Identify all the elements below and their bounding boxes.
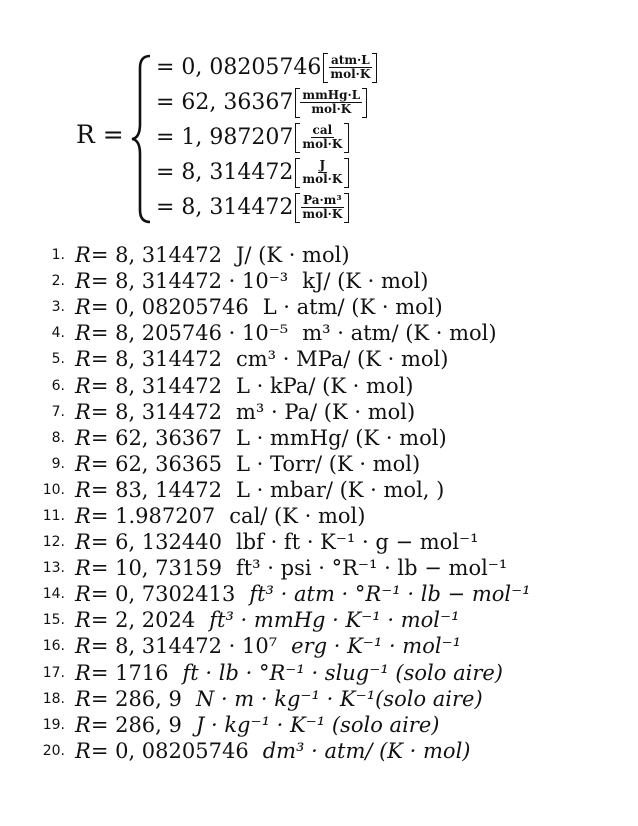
equation-value: = 6, 132440 bbox=[90, 530, 222, 555]
equation-unit: L · atm/ (K · mol) bbox=[262, 295, 443, 320]
equation-symbol: R bbox=[75, 608, 91, 633]
equation-unit: cm³ · MPa/ (K · mol) bbox=[235, 347, 449, 372]
equation-symbol: R bbox=[75, 373, 91, 398]
unit-bracket bbox=[295, 193, 349, 223]
equation-symbol: R bbox=[75, 530, 91, 555]
equation-unit: ft³ · mmHg · K⁻¹ · mol⁻¹ bbox=[209, 608, 460, 633]
equation-number: 15. bbox=[42, 612, 65, 629]
equation-unit: N · m · kg⁻¹ · K⁻¹(solo aire) bbox=[195, 686, 483, 711]
equation-unit: L · mmHg/ (K · mol) bbox=[235, 425, 447, 450]
equation-unit: dm³ · atm/ (K · mol) bbox=[262, 738, 471, 763]
unit-denominator: mol·K bbox=[330, 67, 371, 81]
brace-value: = 62, 36367 bbox=[156, 90, 294, 115]
curly-brace bbox=[130, 54, 154, 224]
equation-lhs bbox=[75, 530, 222, 554]
unit-fraction bbox=[300, 124, 344, 151]
equation-lhs bbox=[75, 374, 222, 398]
equation-unit: cal/ (K · mol) bbox=[229, 503, 366, 528]
unit-bracket bbox=[295, 88, 367, 118]
equation-row bbox=[30, 686, 630, 712]
equation-row bbox=[30, 372, 630, 398]
brace-row bbox=[156, 190, 377, 225]
equation-unit: L · Torr/ (K · mol) bbox=[235, 451, 421, 476]
equation-symbol: R bbox=[75, 660, 91, 685]
equation-lhs bbox=[75, 452, 222, 476]
equation-symbol: R bbox=[75, 451, 91, 476]
brace-value: = 8, 314472 bbox=[156, 160, 294, 185]
brace-value: = 0, 08205746 bbox=[156, 55, 322, 80]
unit-numerator: atm·L bbox=[331, 53, 370, 67]
equation-unit: m³ · Pa/ (K · mol) bbox=[235, 399, 416, 424]
equation-value: = 62, 36367 bbox=[90, 425, 222, 450]
equation-row bbox=[30, 294, 630, 320]
brace-row bbox=[156, 155, 377, 190]
equation-value: = 8, 314472 bbox=[90, 347, 222, 372]
unit-numerator: mmHg·L bbox=[302, 88, 361, 102]
equation-unit: kJ/ (K · mol) bbox=[302, 269, 429, 294]
equation-symbol: R bbox=[75, 477, 91, 502]
brace-row bbox=[156, 85, 377, 120]
equation-row bbox=[30, 477, 630, 503]
equation-unit: m³ · atm/ (K · mol) bbox=[302, 321, 497, 346]
brace-value: = 8, 314472 bbox=[156, 195, 294, 220]
equation-lhs bbox=[75, 426, 222, 450]
equation-number: 1. bbox=[51, 247, 65, 264]
equation-value: = 1.987207 bbox=[90, 503, 216, 528]
unit-numerator: J bbox=[319, 158, 326, 172]
equation-unit: ft³ · psi · °R⁻¹ · lb − mol⁻¹ bbox=[235, 556, 508, 581]
unit-fraction bbox=[300, 194, 344, 221]
unit-fraction bbox=[300, 89, 362, 116]
brace-lhs: R = bbox=[76, 120, 124, 149]
equation-unit: J · kg⁻¹ · K⁻¹ (solo aire) bbox=[195, 712, 440, 737]
equation-lhs bbox=[75, 478, 222, 502]
equation-unit: lbf · ft · K⁻¹ · g − mol⁻¹ bbox=[235, 530, 479, 555]
equation-number: 12. bbox=[42, 534, 65, 551]
equation-symbol: R bbox=[75, 321, 91, 346]
equation-symbol: R bbox=[75, 399, 91, 424]
equation-value: = 1716 bbox=[90, 660, 169, 685]
equation-number: 17. bbox=[42, 664, 65, 681]
equation-row bbox=[30, 346, 630, 372]
brace-value: = 1, 987207 bbox=[156, 125, 294, 150]
equation-lhs bbox=[75, 556, 222, 580]
equation-value: = 10, 73159 bbox=[90, 556, 222, 581]
equation-number: 2. bbox=[51, 273, 65, 290]
equation-row bbox=[30, 451, 630, 477]
equation-number: 10. bbox=[42, 481, 65, 498]
equation-symbol: R bbox=[75, 582, 91, 607]
unit-bracket bbox=[323, 53, 377, 83]
unit-denominator: mol·K bbox=[302, 137, 343, 151]
equation-symbol: R bbox=[75, 243, 91, 268]
equation-lhs bbox=[75, 243, 222, 267]
equation-value: = 0, 08205746 bbox=[90, 738, 249, 763]
equation-lhs bbox=[75, 400, 222, 424]
brace-row bbox=[156, 120, 377, 155]
equation-symbol: R bbox=[75, 347, 91, 372]
equation-row bbox=[30, 503, 630, 529]
equation-value: = 8, 314472 bbox=[90, 243, 222, 268]
equation-lhs bbox=[75, 661, 169, 685]
equation-lhs bbox=[75, 608, 195, 632]
equation-row bbox=[30, 581, 630, 607]
equation-symbol: R bbox=[75, 686, 91, 711]
equation-row bbox=[30, 712, 630, 738]
equation-value: = 286, 9 bbox=[90, 712, 182, 737]
equation-lhs bbox=[75, 347, 222, 371]
equation-row bbox=[30, 268, 630, 294]
equation-row bbox=[30, 399, 630, 425]
equation-row bbox=[30, 555, 630, 581]
unit-numerator: cal bbox=[312, 123, 333, 137]
equation-number: 5. bbox=[51, 351, 65, 368]
equation-value: = 8, 314472 · 10⁻³ bbox=[90, 269, 289, 294]
unit-numerator: Pa·m³ bbox=[303, 193, 342, 207]
equation-value: = 8, 205746 · 10⁻⁵ bbox=[90, 321, 289, 346]
equation-symbol: R bbox=[75, 269, 91, 294]
equation-row bbox=[30, 320, 630, 346]
unit-denominator: mol·K bbox=[302, 207, 343, 221]
unit-bracket bbox=[295, 123, 349, 153]
equation-value: = 0, 08205746 bbox=[90, 295, 249, 320]
equation-lhs bbox=[75, 269, 288, 293]
equation-value: = 286, 9 bbox=[90, 686, 182, 711]
equation-list bbox=[30, 242, 630, 764]
equation-lhs bbox=[75, 713, 182, 737]
unit-denominator: mol·K bbox=[311, 102, 352, 116]
equation-number: 20. bbox=[42, 742, 65, 759]
equation-number: 14. bbox=[42, 586, 65, 603]
unit-fraction bbox=[300, 159, 344, 186]
equation-lhs bbox=[75, 634, 277, 658]
equation-number: 13. bbox=[42, 560, 65, 577]
equation-symbol: R bbox=[75, 556, 91, 581]
equation-lhs bbox=[75, 504, 215, 528]
equation-unit: ft · lb · °R⁻¹ · slug⁻¹ (solo aire) bbox=[182, 660, 503, 685]
equation-lhs bbox=[75, 739, 249, 763]
equation-lhs bbox=[75, 582, 235, 606]
equation-unit: L · mbar/ (K · mol, ) bbox=[235, 477, 445, 502]
equation-row bbox=[30, 660, 630, 686]
equation-value: = 8, 314472 bbox=[90, 399, 222, 424]
equation-symbol: R bbox=[75, 503, 91, 528]
equation-value: = 2, 2024 bbox=[90, 608, 196, 633]
equation-unit: J/ (K · mol) bbox=[235, 243, 350, 268]
equation-row bbox=[30, 607, 630, 633]
equation-row bbox=[30, 425, 630, 451]
equation-number: 3. bbox=[51, 299, 65, 316]
equation-lhs bbox=[75, 687, 182, 711]
equation-row bbox=[30, 242, 630, 268]
unit-denominator: mol·K bbox=[302, 172, 343, 186]
brace-row bbox=[156, 50, 377, 85]
equation-unit: L · kPa/ (K · mol) bbox=[235, 373, 414, 398]
equation-symbol: R bbox=[75, 425, 91, 450]
equation-value: = 8, 314472 bbox=[90, 373, 222, 398]
equation-value: = 83, 14472 bbox=[90, 477, 222, 502]
equation-value: = 62, 36365 bbox=[90, 451, 222, 476]
unit-fraction bbox=[328, 54, 372, 81]
equation-symbol: R bbox=[75, 295, 91, 320]
equation-unit: ft³ · atm · °R⁻¹ · lb − mol⁻¹ bbox=[249, 582, 531, 607]
equation-number: 4. bbox=[51, 325, 65, 342]
equation-row bbox=[30, 633, 630, 659]
equation-number: 16. bbox=[42, 638, 65, 655]
equation-value: = 8, 314472 · 10⁷ bbox=[90, 634, 278, 659]
equation-number: 7. bbox=[51, 403, 65, 420]
equation-lhs bbox=[75, 321, 288, 345]
brace-rows bbox=[156, 50, 377, 225]
equation-row bbox=[30, 529, 630, 555]
equation-number: 19. bbox=[42, 716, 65, 733]
equation-number: 6. bbox=[51, 377, 65, 394]
gas-constant-brace-block bbox=[76, 50, 476, 228]
equation-value: = 0, 7302413 bbox=[90, 582, 236, 607]
equation-number: 18. bbox=[42, 690, 65, 707]
equation-symbol: R bbox=[75, 738, 91, 763]
equation-number: 11. bbox=[42, 507, 65, 524]
equation-number: 9. bbox=[51, 455, 65, 472]
equation-row bbox=[30, 738, 630, 764]
equation-symbol: R bbox=[75, 712, 91, 737]
equation-symbol: R bbox=[75, 634, 91, 659]
equation-number: 8. bbox=[51, 429, 65, 446]
equation-lhs bbox=[75, 295, 249, 319]
unit-bracket bbox=[295, 158, 349, 188]
equation-unit: erg · K⁻¹ · mol⁻¹ bbox=[291, 634, 462, 659]
